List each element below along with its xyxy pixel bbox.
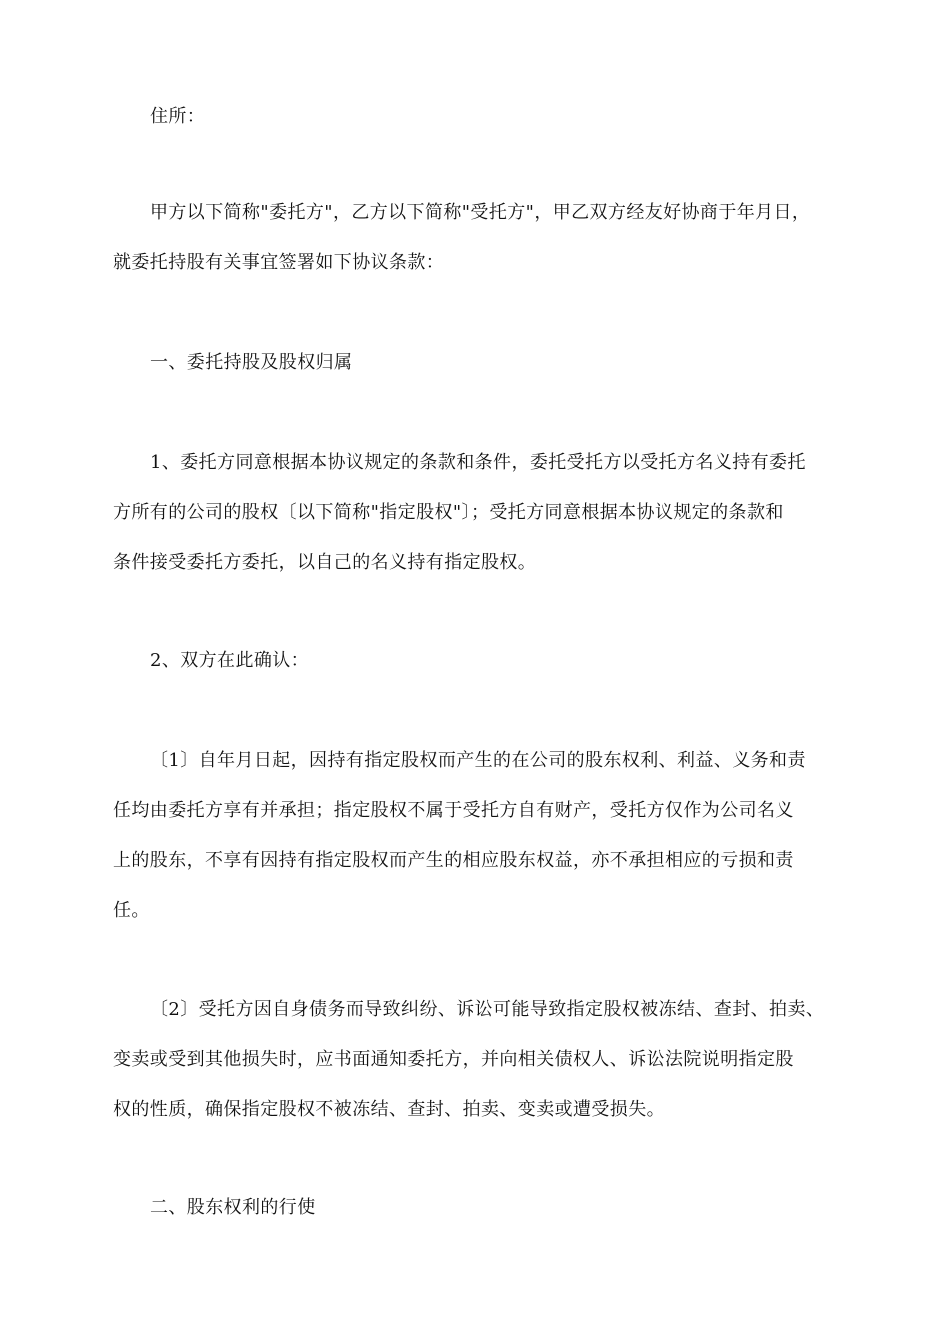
intro-line-2: 就委托持股有关事宜签署如下协议条款： (113, 252, 445, 273)
clause-1-line-2: 方所有的公司的股权〔以下简称"指定股权"〕；受托方同意根据本协议规定的条款和 (113, 502, 784, 523)
clause-2-heading-text: 2、双方在此确认： (150, 650, 310, 671)
address-text: 住所： (150, 106, 206, 127)
section-1-heading (113, 338, 848, 388)
item-2-paragraph (113, 985, 848, 1135)
address-label (113, 92, 848, 142)
section-2-heading (113, 1183, 848, 1233)
clause-1-line-1: 1、委托方同意根据本协议规定的条款和条件，委托受托方以受托方名义持有委托 (150, 452, 806, 473)
clause-2-heading (113, 636, 848, 686)
item-2-line-3: 权的性质，确保指定股权不被冻结、查封、拍卖、变卖或遭受损失。 (113, 1099, 665, 1120)
intro-line-1: 甲方以下简称"委托方"，乙方以下简称"受托方"，甲乙双方经友好协商于年月日， (150, 202, 811, 223)
section-1-heading-text: 一、委托持股及股权归属 (150, 352, 353, 373)
item-1-paragraph (113, 736, 848, 936)
clause-1-paragraph (113, 438, 848, 588)
item-1-line-3: 上的股东，不享有因持有指定股权而产生的相应股东权益，亦不承担相应的亏损和责 (113, 850, 794, 871)
item-2-line-2: 变卖或受到其他损失时，应书面通知委托方，并向相关债权人、诉讼法院说明指定股 (113, 1049, 794, 1070)
item-1-line-4: 任。 (113, 900, 150, 921)
item-1-line-1: 〔1〕自年月日起，因持有指定股权而产生的在公司的股东权利、利益、义务和责 (150, 750, 806, 771)
intro-paragraph (113, 188, 848, 288)
item-1-line-2: 任均由委托方享有并承担；指定股权不属于受托方自有财产，受托方仅作为公司名义 (113, 800, 794, 821)
section-2-heading-text: 二、股东权利的行使 (150, 1197, 316, 1218)
clause-1-line-3: 条件接受委托方委托，以自己的名义持有指定股权。 (113, 552, 537, 573)
item-2-line-1: 〔2〕受托方因自身债务而导致纠纷、诉讼可能导致指定股权被冻结、查封、拍卖、 (150, 999, 825, 1020)
